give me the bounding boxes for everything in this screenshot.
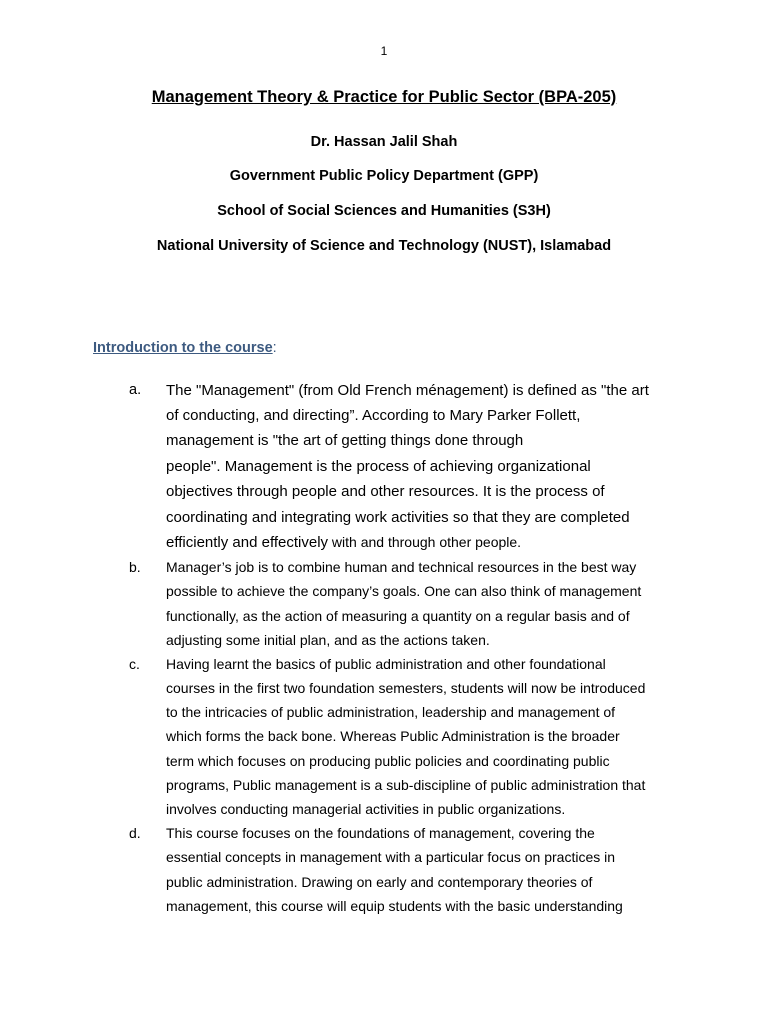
list-item-line: management, this course will equip students with the basic understanding bbox=[166, 898, 623, 914]
list-item-line bbox=[166, 534, 521, 551]
list-marker: b. bbox=[129, 559, 141, 575]
department-name: Government Public Policy Department (GPP) bbox=[229, 168, 539, 184]
list-item-line: objectives through people and other resources. It is the process of bbox=[166, 483, 605, 500]
school-name: School of Social Sciences and Humanities (S3H) bbox=[217, 203, 551, 219]
list-item-line: This course focuses on the foundations of management, covering the bbox=[166, 825, 595, 841]
page-number: 1 bbox=[380, 44, 388, 58]
list-item-line: essential concepts in management with a particular focus on practices in bbox=[166, 849, 616, 865]
list-item-line: Having learnt the basics of public administration and other foundational bbox=[166, 656, 606, 672]
list-item-line: which forms the back bone. Whereas Public Administration is the broader bbox=[166, 728, 620, 744]
section-heading-label: Introduction to the course bbox=[93, 340, 273, 356]
list-item-line: courses in the first two foundation semesters, students will now be introduced bbox=[166, 680, 646, 696]
list-item-line: possible to achieve the company’s goals. One can also think of management bbox=[166, 583, 642, 599]
list-item-line: term which focuses on producing public policies and coordinating public bbox=[166, 753, 610, 769]
list-item-line: management is "the art of getting things done through bbox=[166, 432, 524, 449]
list-item-line: adjusting some initial plan, and as the actions taken. bbox=[166, 632, 490, 648]
author-name: Dr. Hassan Jalil Shah bbox=[310, 134, 458, 150]
section-heading-colon: : bbox=[272, 340, 277, 356]
section-heading bbox=[93, 340, 277, 356]
list-item-line: Manager’s job is to combine human and technical resources in the best way bbox=[166, 559, 637, 575]
list-item-line: of conducting, and directing”. According to Mary Parker Follett, bbox=[166, 407, 581, 424]
list-item-line-text: efficiently and effectively bbox=[166, 534, 329, 551]
list-item-line: The "Management" (from Old French ménagement) is defined as "the art bbox=[166, 382, 649, 399]
university-name: National University of Science and Technology (NUST), Islamabad bbox=[156, 238, 612, 254]
list-item-line: public administration. Drawing on early and contemporary theories of bbox=[166, 874, 593, 890]
list-item-line: functionally, as the action of measuring a quantity on a regular basis and of bbox=[166, 608, 630, 624]
document-title: Management Theory & Practice for Public Sector (BPA-205) bbox=[151, 88, 617, 106]
list-marker: a. bbox=[129, 382, 142, 398]
list-item-line: to the intricacies of public administration, leadership and management of bbox=[166, 704, 616, 720]
list-item-line: coordinating and integrating work activities so that they are completed bbox=[166, 509, 630, 526]
list-item-line-tail: with and through other people. bbox=[328, 534, 522, 550]
list-item-line: people". Management is the process of achieving organizational bbox=[166, 458, 591, 475]
list-item-line: involves conducting managerial activities in public organizations. bbox=[166, 801, 566, 817]
list-marker: c. bbox=[129, 656, 140, 672]
list-item-line: programs, Public management is a sub-discipline of public administration that bbox=[166, 777, 646, 793]
list-marker: d. bbox=[129, 825, 141, 841]
